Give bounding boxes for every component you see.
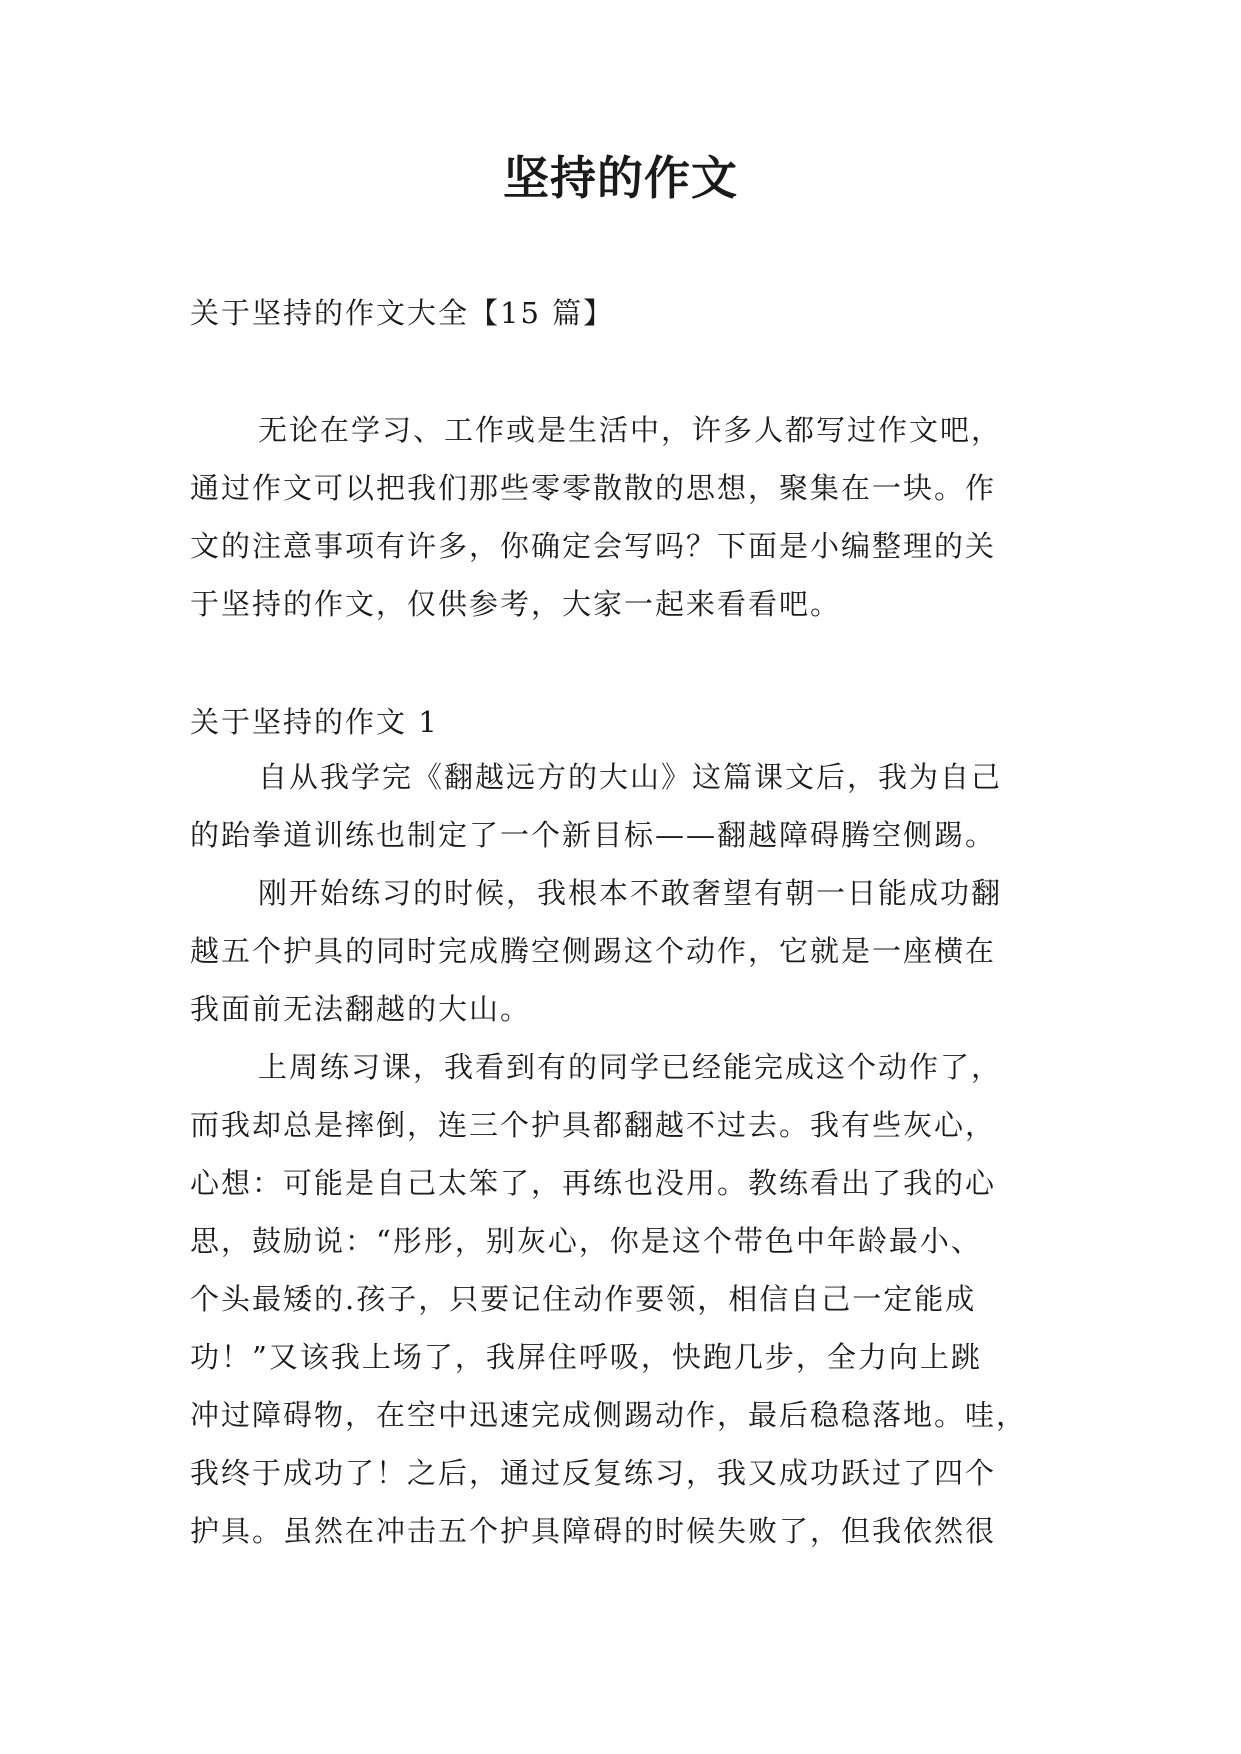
body-line: 自从我学完《翻越远方的大山》这篇课文后，我为自己	[258, 760, 1003, 794]
body-line: 上周练习课，我看到有的同学已经能完成这个动作了，	[258, 1050, 1003, 1084]
essay-body	[190, 748, 1070, 1560]
body-line: 护具。虽然在冲击五个护具障碍的时候失败了，但我依然很	[190, 1514, 997, 1548]
intro-line: 无论在学习、工作或是生活中，许多人都写过作文吧，	[258, 413, 1003, 447]
body-line: 越五个护具的同时完成腾空侧踢这个动作，它就是一座横在	[190, 934, 997, 968]
body-line: 思，鼓励说：“彤彤，别灰心，你是这个带色中年龄最小、	[190, 1224, 982, 1258]
document-title: 坚持的作文	[503, 151, 738, 205]
body-line: 刚开始练习的时候，我根本不敢奢望有朝一日能成功翻	[258, 876, 1003, 910]
intro-line: 通过作文可以把我们那些零零散散的思想，聚集在一块。作	[190, 471, 997, 505]
section-heading: 关于坚持的作文 1	[190, 705, 439, 739]
document-subtitle: 关于坚持的作文大全【15 篇】	[190, 296, 615, 330]
intro-paragraph	[190, 401, 1070, 633]
body-line: 功！”又该我上场了，我屏住呼吸，快跑几步，全力向上跳	[190, 1340, 982, 1374]
body-line: 而我却总是摔倒，连三个护具都翻越不过去。我有些灰心，	[190, 1108, 997, 1142]
body-line: 的跆拳道训练也制定了一个新目标——翻越障碍腾空侧踢。	[190, 818, 997, 852]
body-line: 我面前无法翻越的大山。	[190, 992, 532, 1026]
body-line: 我终于成功了！之后，通过反复练习，我又成功跃过了四个	[190, 1456, 997, 1490]
intro-line: 于坚持的作文，仅供参考，大家一起来看看吧。	[190, 587, 842, 621]
intro-line: 文的注意事项有许多，你确定会写吗？下面是小编整理的关	[190, 529, 997, 563]
body-line: 个头最矮的.孩子，只要记住动作要领，相信自己一定能成	[190, 1282, 977, 1316]
body-line: 冲过障碍物，在空中迅速完成侧踢动作，最后稳稳落地。哇，	[190, 1398, 1028, 1432]
body-line: 心想：可能是自己太笨了，再练也没用。教练看出了我的心	[190, 1166, 997, 1200]
